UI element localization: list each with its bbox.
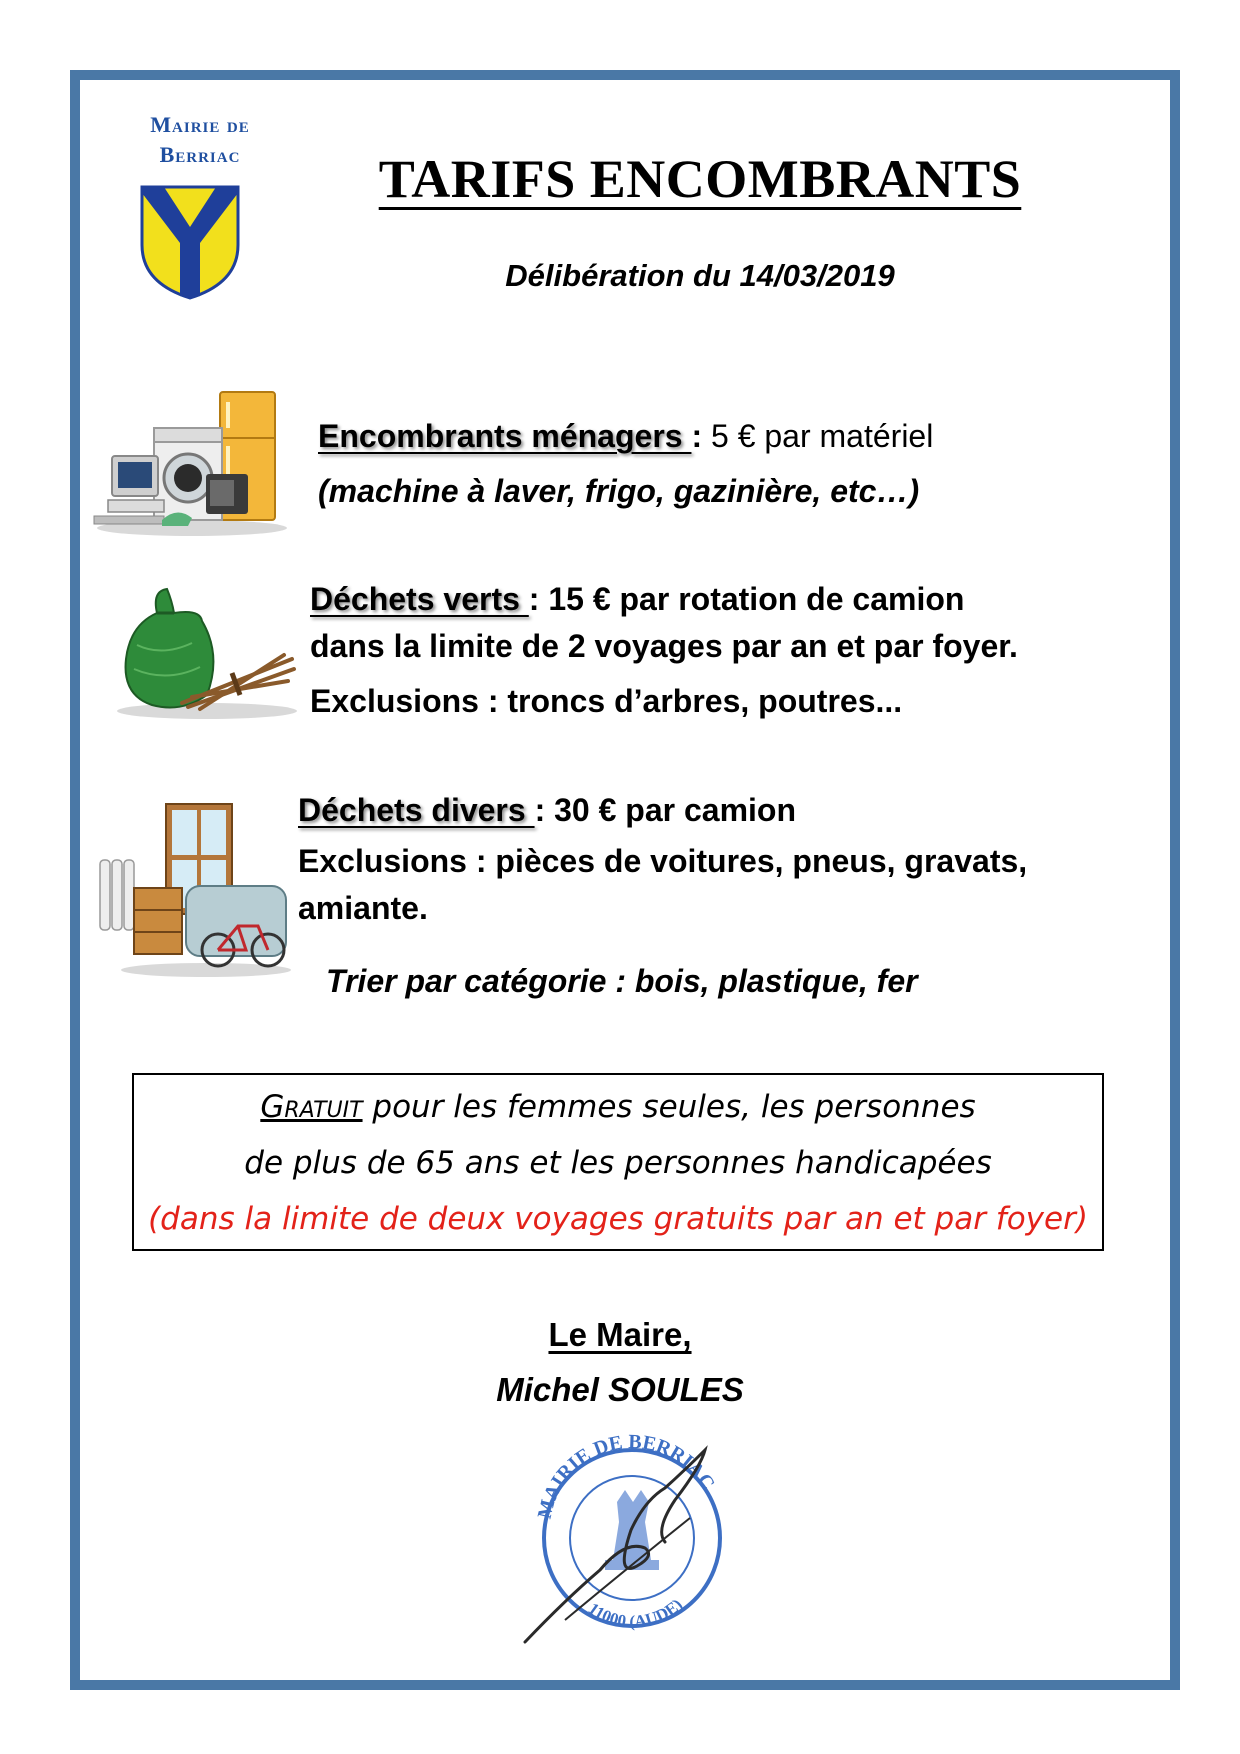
- menagers-label: Encombrants ménagers: [318, 418, 692, 454]
- menagers-detail: (machine à laver, frigo, gazinière, etc…): [318, 473, 920, 509]
- verts-exclusions: Exclusions : troncs d’arbres, poutres...: [310, 683, 903, 719]
- menagers-line: Encombrants ménagers : 5 € par matériel: [318, 418, 934, 454]
- divers-line: Déchets divers : 30 € par camion: [298, 792, 796, 828]
- coat-of-arms-icon: [140, 185, 240, 300]
- free-line1: Gratuit pour les femmes seules, les personnes: [260, 1089, 976, 1125]
- page-title: TARIFS ENCOMBRANTS: [378, 149, 1022, 209]
- mairie-line2: Berriac: [159, 142, 241, 167]
- appliances-icon: [92, 388, 292, 538]
- misc-waste-icon: [96, 800, 296, 980]
- divers-exclusions-line2: amiante.: [298, 890, 428, 926]
- mairie-header: [120, 110, 280, 170]
- mairie-stamp-icon: [505, 1430, 765, 1655]
- green-waste-bag-icon: [112, 585, 302, 720]
- mairie-line1: Mairie de: [150, 112, 250, 137]
- verts-line: Déchets verts : 15 € par rotation de camion: [310, 581, 965, 617]
- divers-price: 30 € par camion: [554, 792, 796, 828]
- menagers-price: 5 € par matériel: [711, 418, 934, 454]
- verts-limit: dans la limite de 2 voyages par an et par foyer.: [310, 628, 1018, 664]
- verts-price: 15 € par rotation de camion: [548, 581, 965, 617]
- mayor-title: Le Maire,: [548, 1316, 692, 1353]
- free-line3: (dans la limite de deux voyages gratuits par an et par foyer): [148, 1201, 1088, 1237]
- free-line2: de plus de 65 ans et les personnes handicapées: [244, 1145, 992, 1181]
- divers-exclusions-line1: Exclusions : pièces de voitures, pneus, gravats,: [298, 843, 1028, 879]
- stamp-top-text: MAIRIE DE BERRIAC: [533, 1430, 719, 1521]
- stamp-bottom-text: 11000 (AUDE): [584, 1594, 687, 1632]
- free-conditions-box: [132, 1073, 1104, 1251]
- deliberation-date: Délibération du 14/03/2019: [505, 258, 895, 293]
- divers-label: Déchets divers: [298, 792, 535, 828]
- sorting-instruction: Trier par catégorie : bois, plastique, fer: [326, 963, 918, 999]
- verts-label: Déchets verts: [310, 581, 529, 617]
- gratuit-word: Gratuit: [260, 1089, 363, 1125]
- mayor-name: Michel SOULES: [496, 1371, 744, 1408]
